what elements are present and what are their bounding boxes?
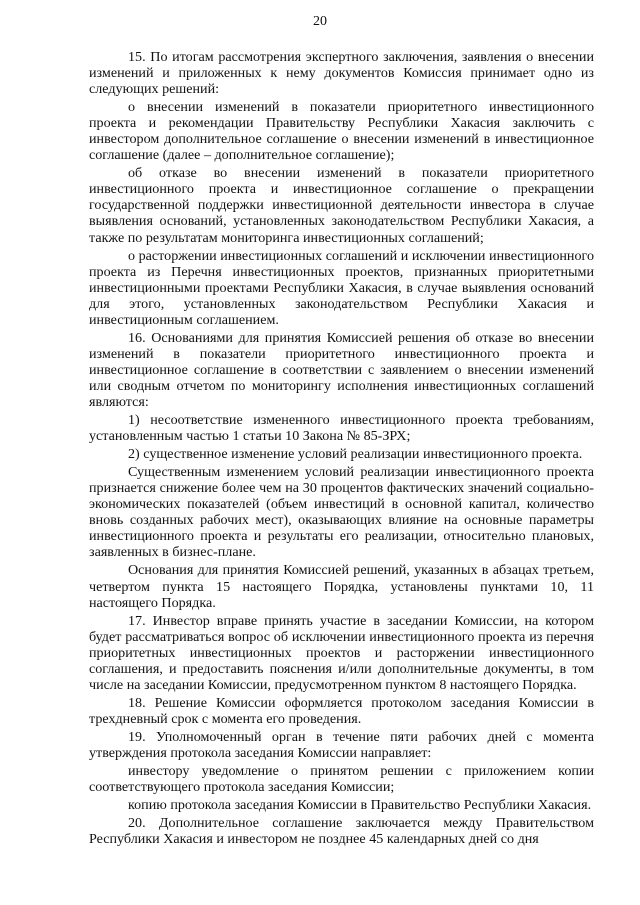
paragraph-15-option-3: о расторжении инвестиционных соглашений и исключении инвестиционного проекта из Перечня инвестиционных проектов, признанных приоритетными инвестиционными проектами Республики Хакасия, в случае выявления оснований для этого, установленных законодательством Республики Хакасия и инвестиционным соглашением. bbox=[89, 247, 594, 328]
paragraph-20: 20. Дополнительное соглашение заключается между Правительством Республики Хакасия и инвестором не позднее 45 календарных дней со дня bbox=[89, 815, 594, 848]
paragraph-15-option-1: о внесении изменений в показатели приоритетного инвестиционного проекта и рекомендации Правительству Республики Хакасия заключить с инвестором дополнительное соглашение о внесении изменений в инвестиционное соглашение (далее – дополнительное соглашение); bbox=[89, 99, 594, 164]
paragraph-17: 17. Инвестор вправе принять участие в заседании Комиссии, на котором будет рассматриваться вопрос об исключении инвестиционного проекта из перечня приоритетных инвестиционных проектов и расторжении инвестиционного соглашения, и предоставить пояснения и/или дополнительные документы, в том числе на заседании Комиссии, предусмотренном пунктом 8 настоящего Порядка. bbox=[89, 612, 594, 693]
paragraph-19-item-2: копию протокола заседания Комиссии в Правительство Республики Хакасия. bbox=[128, 797, 592, 814]
paragraph-16: 16. Основаниями для принятия Комиссией решения об отказе во внесении изменений в показатели приоритетного инвестиционного проекта и инвестиционное соглашение в соответствии с заявлением о внесении изменений или сводным отчетом по мониторингу исполнения инвестиционных соглашений являются: bbox=[89, 329, 594, 410]
paragraph-15: 15. По итогам рассмотрения экспертного заключения, заявления о внесении изменений и приложенных к нему документов Комиссия принимает одно из следующих решений: bbox=[89, 49, 594, 98]
document-body bbox=[89, 49, 594, 847]
paragraph-18: 18. Решение Комиссии оформляется протоколом заседания Комиссии в трехдневный срок с момента его проведения. bbox=[89, 694, 594, 727]
paragraph-16-item-1: 1) несоответствие измененного инвестиционного проекта требованиям, установленным частью 1 статьи 10 Закона № 85-ЗРХ; bbox=[89, 412, 594, 445]
paragraph-19-item-1: инвестору уведомление о принятом решении с приложением копии соответствующего протокола заседания Комиссии; bbox=[89, 763, 594, 796]
page-number: 20 bbox=[313, 14, 327, 29]
paragraph-16-grounds: Основания для принятия Комиссией решений, указанных в абзацах третьем, четвертом пункта 15 настоящего Порядка, установлены пунктами 10, 11 настоящего Порядка. bbox=[89, 562, 594, 611]
paragraph-16-definition: Существенным изменением условий реализации инвестиционного проекта признается снижение более чем на 30 процентов фактических значений социально-экономических показателей (объем инвестиций в основной капитал, количество вновь созданных рабочих мест), оказывающих влияние на основные параметры инвестиционного проекта и результаты его реализации, относительно плановых, заявленных в бизнес-плане. bbox=[89, 464, 594, 561]
paragraph-16-item-2: 2) существенное изменение условий реализации инвестиционного проекта. bbox=[128, 446, 583, 463]
paragraph-15-option-2: об отказе во внесении изменений в показатели приоритетного инвестиционного проекта и инвестиционное соглашение о прекращении государственной поддержки инвестиционной деятельности инвестора в случае выявления оснований, установленных законодательством Республики Хакасия, а также по результатам мониторинга инвестиционных соглашений; bbox=[89, 165, 594, 246]
paragraph-19: 19. Уполномоченный орган в течение пяти рабочих дней с момента утверждения протокола заседания Комиссии направляет: bbox=[89, 728, 594, 761]
